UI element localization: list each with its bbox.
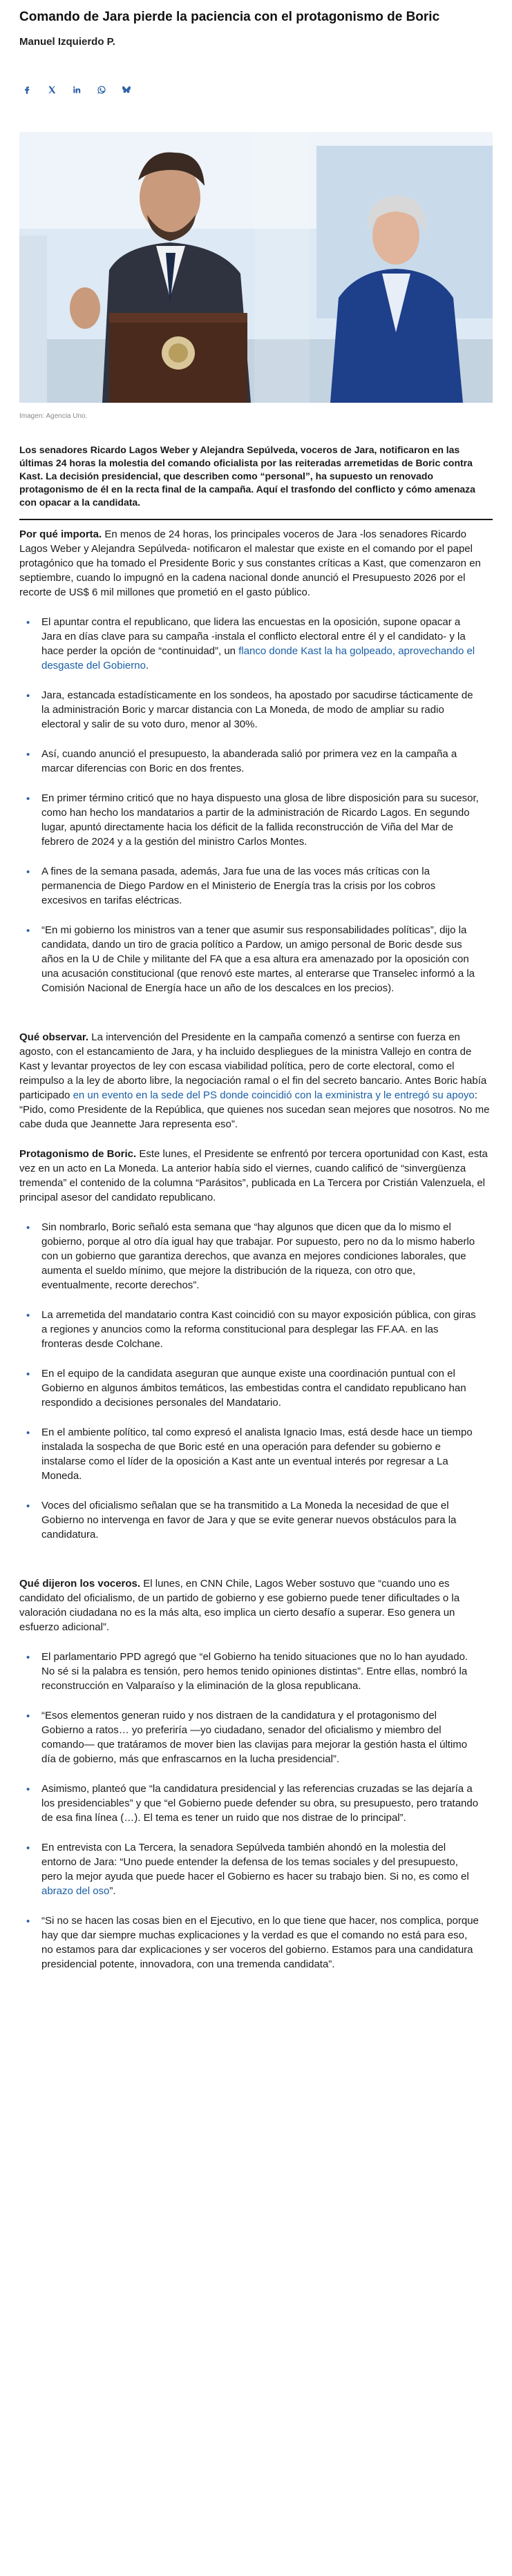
- section-text: Este lunes, el Presidente se enfrentó por tercera oportunidad con Kast, esta vez en un acto en La Moneda. La anterior había sido el viernes, cuando calificó de “sinvergüenza tremenda” el contenido de la columna “Parásitos”, publicada en La Tercera por Cristián Valenzuela, el principal asesor del candidato republicano.: [19, 1148, 488, 1203]
- list-item: [19, 1650, 493, 1693]
- bullet-icon: •: [26, 1427, 30, 1439]
- section-que-observar: [19, 1030, 493, 1132]
- bullet-text: “En mi gobierno los ministros van a tener que asumir sus responsabilidades políticas”, dijo la candidata, dando un tiro de gracia político a Pardow, un amigo personal de Boric desde sus años en la U de Chile y militante del FA que a esa altura era amenazado por la oposición con una acusación constitucional (que renovó este martes, al enterarse que Transelec informó a la Comisión Nacional de Energía hace un año de los descalces en los precios).: [41, 924, 475, 994]
- whatsapp-icon[interactable]: [94, 82, 109, 97]
- bullet-icon: •: [26, 1310, 30, 1322]
- author-name[interactable]: Manuel Izquierdo P.: [19, 36, 115, 48]
- bullet-text: Asimismo, planteó que “la candidatura presidencial y las referencias cruzadas se las dejaría a los presidenciables” y que “el Gobierno puede defender su obra, su presupuesto, pero tratando de esa fina línea (…). El tema es tener un ruido que nos distrae de lo principal”.: [41, 1783, 479, 1824]
- bullet-list: [19, 1650, 493, 1972]
- bullet-icon: •: [26, 925, 30, 937]
- section-label: Protagonismo de Boric.: [19, 1148, 137, 1160]
- section-label: Qué observar.: [19, 1031, 89, 1043]
- linkedin-icon[interactable]: [69, 82, 84, 97]
- list-item: [19, 791, 493, 849]
- bullet-icon: •: [26, 1842, 30, 1854]
- article-title: Comando de Jara pierde la paciencia con el protagonismo de Boric: [19, 10, 440, 24]
- bullet-icon: •: [26, 1222, 30, 1234]
- bullet-text: Sin nombrarlo, Boric señaló esta semana que “hay algunos que dicen que da lo mismo el gobierno, porque al otro día igual hay que trabajar. Por supuesto, pero no da lo mismo haberlo con un gobierno que garantiza derechos, que avanza en mejores condiciones laborales, que aumenta el sueldo mínimo, que mejore la distribución de la riqueza, con otro que, eventualmente, recorte derechos”.: [41, 1221, 475, 1291]
- flanco-link[interactable]: flanco donde Kast la ha golpeado, aprovechando el desgaste del Gobierno: [41, 645, 475, 671]
- section-paragraph: [19, 1030, 493, 1132]
- section-por-que-importa: [19, 527, 493, 995]
- hero-image: [19, 132, 493, 403]
- bullet-text: .: [145, 660, 149, 671]
- abrazo-del-oso-link[interactable]: abrazo del oso: [41, 1885, 110, 1897]
- section-text: El lunes, en CNN Chile, Lagos Weber sostuvo que “cuando uno es candidato del oficialismo, de un partido de gobierno y ese gobierno puede tener dificultades o la valoración ciudadana no es la más alta, eso implica un cierto desafío a superar. Eso genera un esfuerzo adicional”.: [19, 1578, 460, 1633]
- bullet-text: En el ambiente político, tal como expresó el analista Ignacio Imas, está desde hace un tiempo instalada la sospecha de que Boric esté en una operación para defender su gobierno e instalarse como el líder de la oposición a Kast ante un eventual interés por regresar a La Moneda.: [41, 1427, 473, 1482]
- bullet-icon: •: [26, 1784, 30, 1795]
- bullet-text: Jara, estancada estadísticamente en los sondeos, ha apostado por sacudirse tácticamente de la administración Boric y marcar distancia con La Moneda, de modo de ampliar su radio electoral y salir de su voto duro, menor al 30%.: [41, 689, 473, 730]
- list-item: [19, 923, 493, 995]
- image-caption: Imagen: Agencia Uno.: [19, 412, 88, 420]
- divider: [19, 519, 493, 520]
- bullet-text: En el equipo de la candidata aseguran que aunque existe una coordinación puntual con el Gobierno en algunos ámbitos temáticos, las embestidas contra el candidato republicano han respondido a decisiones personales del Mandatario.: [41, 1368, 466, 1409]
- bullet-list: [19, 615, 493, 995]
- bullet-text: La arremetida del mandatario contra Kast coincidió con su mayor exposición pública, con giras a regiones y anuncios como la reforma constitucional para desplegar las FF.AA. en las fronteras desde Colchane.: [41, 1309, 476, 1350]
- bullet-icon: •: [26, 1368, 30, 1380]
- section-text: En menos de 24 horas, los principales voceros de Jara -los senadores Ricardo Lagos Weber y Alejandra Sepúlveda- notificaron el malestar que existe en el comando por el papel protagónico que ha tomado el Presidente Boric y sus constantes críticas a Kast, que comenzaron en septiembre, cuando lo impugnó en la cadena nacional donde anunció el Presupuesto 2026 por el recorte de US$ 6 mil millones que prometió en el gasto público.: [19, 528, 481, 598]
- bullet-icon: •: [26, 1500, 30, 1512]
- bullet-list: [19, 1220, 493, 1542]
- section-label: Por qué importa.: [19, 528, 102, 540]
- section-protagonismo: [19, 1147, 493, 1542]
- share-bar: [19, 82, 493, 97]
- list-item: [19, 1366, 493, 1410]
- list-item: [19, 1782, 493, 1825]
- bullet-icon: •: [26, 1652, 30, 1663]
- bullet-text: A fines de la semana pasada, además, Jara fue una de las voces más críticas con la permanencia de Diego Pardow en el Ministerio de Energía tras la crisis por los cobros excesivos en tarifas eléctricas.: [41, 866, 436, 906]
- bullet-text: ”.: [109, 1885, 116, 1897]
- list-item: [19, 688, 493, 732]
- bullet-text: “Esos elementos generan ruido y nos distraen de la candidatura y el protagonismo del Gobierno a ratos… yo preferiría —yo ciudadano, senador del oficialismo y miembro del comando— que tratáramos de mover bien las clavijas para mejorar la gestión hasta el último día de gobierno, más que enfrascarnos en la lucha presidencial”.: [41, 1710, 468, 1765]
- section-paragraph: [19, 1576, 493, 1634]
- bullet-text: “Si no se hacen las cosas bien en el Ejecutivo, en lo que tiene que hacer, nos complica, porque hay que dar siempre muchas explicaciones y la verdad es que el comando no está para eso, no estamos para dar explicaciones y ser voceros del gobierno. Estamos para una candidatura presidencial potente, innovadora, con una tremenda candidata”.: [41, 1915, 479, 1970]
- bullet-icon: •: [26, 1916, 30, 1927]
- bullet-icon: •: [26, 749, 30, 761]
- facebook-icon[interactable]: [19, 82, 35, 97]
- bullet-icon: •: [26, 690, 30, 702]
- list-item: [19, 1220, 493, 1292]
- section-paragraph: [19, 527, 493, 600]
- bullet-text: Voces del oficialismo señalan que se ha transmitido a La Moneda la necesidad de que el Gobierno no intervenga en favor de Jara y que se evite generar nuevos obstáculos para la candidatura.: [41, 1500, 457, 1540]
- bullet-text: El apuntar contra el republicano, que lidera las encuestas en la oposición, supone opacar a Jara en días clave para su campaña -instala el conflicto electoral entre él y el candidato- y la hace perder la opción de “continuidad”, un: [41, 616, 466, 657]
- bullet-text: El parlamentario PPD agregó que “el Gobierno ha tenido situaciones que no lo han ayudado. No sé si la palabra es tensión, pero hemos tenido opiniones distintas”. Entre ellas, nombró la reconstrucción en Valparaíso y la eliminación de la glosa republicana.: [41, 1651, 468, 1692]
- list-item: [19, 1425, 493, 1483]
- bullet-icon: •: [26, 1710, 30, 1722]
- bullet-text: En primer término criticó que no haya dispuesto una glosa de libre disposición para su sucesor, como han hecho los mandatarios a partir de la administración de Ricardo Lagos. En segundo lugar, apuntó directamente hacia los déficit de la fallida reconstrucción de Viña del Mar de febrero de 2024 y a la gestión del ministro Carlos Montes.: [41, 792, 479, 848]
- bluesky-icon[interactable]: [119, 82, 134, 97]
- section-paragraph: [19, 1147, 493, 1205]
- section-label: Qué dijeron los voceros.: [19, 1578, 141, 1590]
- bullet-text: Así, cuando anunció el presupuesto, la abanderada salió por primera vez en la campaña a marcar diferencias con Boric en dos frentes.: [41, 748, 457, 774]
- list-item: [19, 1914, 493, 1972]
- bullet-text: En entrevista con La Tercera, la senadora Sepúlveda también ahondó en la molestia del entorno de Jara: “Uno puede entender la defensa de los temas sociales y del presupuesto, pero la mejor ayuda que puede hacer el Gobierno es hacer su trabajo bien. Si no, es como el: [41, 1842, 469, 1882]
- article-lede: Los senadores Ricardo Lagos Weber y Alejandra Sepúlveda, voceros de Jara, notificaron en las últimas 24 horas la molestia del comando oficialista por las reiteradas arremetidas de Boric contra Kast. La decisión presidencial, que describen como “personal”, ha supuesto un renovado protagonismo de él en la recta final de la campaña. Aquí el trasfondo del conflicto y cómo amenaza con opacar a la candidata.: [19, 444, 475, 508]
- list-item: [19, 747, 493, 776]
- list-item: [19, 1840, 493, 1898]
- bullet-icon: •: [26, 866, 30, 878]
- section-text: La intervención del Presidente en la campaña comenzó a sentirse con fuerza en agosto, con el estancamiento de Jara, y ha incluido despliegues de la ministra Vallejo en contra de Kast y levantar proyectos de ley con escasa viabilidad política, pero de corte electoral, como el reimpulso a la ley de aborto libre, la negociación ramal o el fin del secreto bancario. Antes Boric había participado: [19, 1031, 487, 1101]
- list-item: [19, 1308, 493, 1351]
- list-item: [19, 1498, 493, 1542]
- x-icon[interactable]: [44, 82, 59, 97]
- section-text: : “Pido, como Presidente de la República, que quienes nos sucedan sean mejores que nosotros. No me cabe duda que Jeannette Jara representa eso”.: [19, 1089, 490, 1130]
- bullet-icon: •: [26, 793, 30, 805]
- list-item: [19, 615, 493, 673]
- list-item: [19, 864, 493, 908]
- bullet-icon: •: [26, 617, 30, 629]
- list-item: [19, 1708, 493, 1766]
- evento-ps-link[interactable]: en un evento en la sede del PS donde coincidió con la exministra y le entregó su apoyo: [73, 1089, 475, 1101]
- section-voceros: [19, 1576, 493, 1972]
